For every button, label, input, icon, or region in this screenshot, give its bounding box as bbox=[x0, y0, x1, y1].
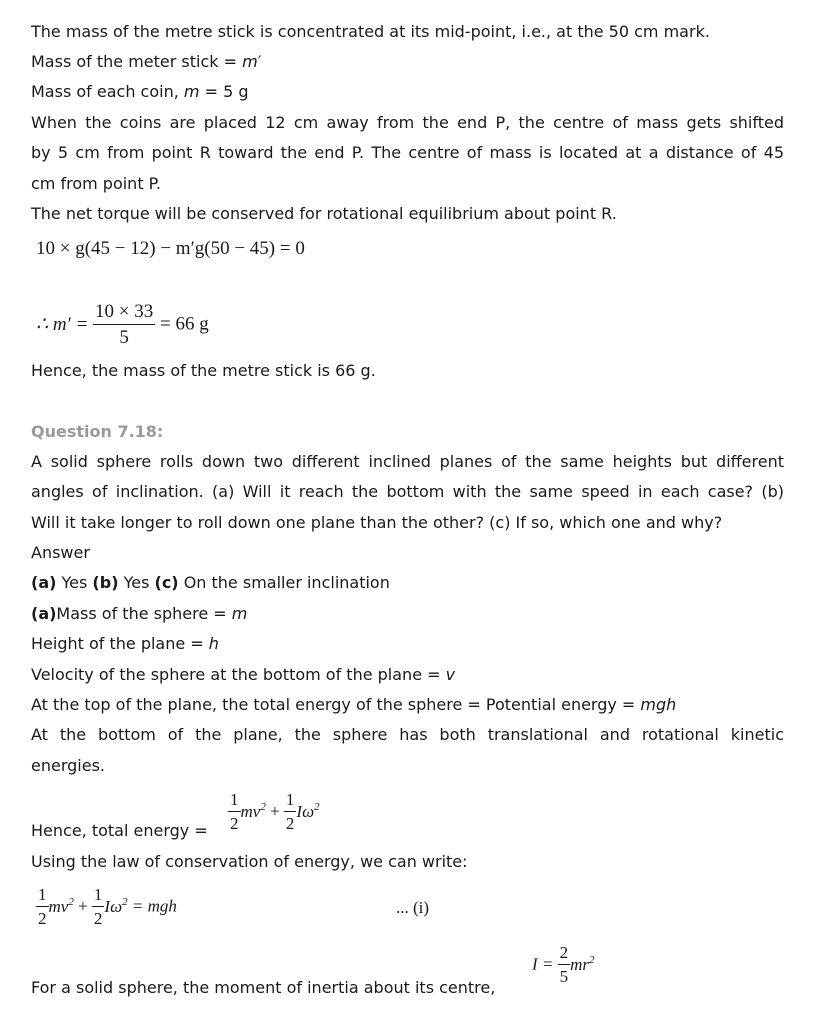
fraction-numerator: 1 bbox=[228, 791, 241, 812]
fraction bbox=[36, 886, 49, 927]
variable: mgh bbox=[640, 695, 677, 714]
fraction-numerator: 1 bbox=[92, 886, 105, 907]
fraction-numerator: 10 × 33 bbox=[93, 302, 155, 325]
variable: h bbox=[208, 634, 219, 653]
text-line: At the bottom of the plane, the sphere has both translational and rotational kinetic bbox=[31, 725, 784, 744]
text-fragment: At the top of the plane, the total energy of the sphere = Potential energy = bbox=[31, 695, 641, 714]
formula-term: $mr^2$ bbox=[570, 953, 595, 974]
text-line: For a solid sphere, the moment of inertia about its centre, bbox=[31, 978, 496, 997]
text-line: Hence, total energy = bbox=[31, 821, 208, 840]
text-line: energies. bbox=[31, 756, 105, 775]
formula-term: $I\omega^2$ bbox=[104, 895, 128, 916]
fraction-denominator: 2 bbox=[93, 909, 103, 928]
answer-tag: (a) bbox=[31, 604, 57, 623]
fraction-numerator: 2 bbox=[558, 944, 571, 965]
fraction-denominator: 5 bbox=[559, 967, 569, 986]
fraction-denominator: 5 bbox=[119, 327, 129, 348]
answer-label: Answer bbox=[31, 543, 90, 562]
variable: m bbox=[231, 604, 248, 623]
equation-label: ... (i) bbox=[396, 898, 430, 917]
text-line: by 5 cm from point R toward the end P. The centre of mass is located at a distance of 45 bbox=[31, 143, 784, 162]
fraction-denominator: 2 bbox=[285, 814, 295, 833]
fraction-denominator: 2 bbox=[38, 909, 47, 928]
formula-term: $mv^2$ bbox=[240, 800, 266, 821]
variable: v bbox=[445, 665, 456, 684]
equation-result: = 66 g bbox=[160, 313, 209, 335]
text-fragment: Yes bbox=[118, 573, 155, 592]
text-line bbox=[31, 634, 219, 654]
text-fragment: Mass of the meter stick = bbox=[31, 52, 243, 71]
text-line bbox=[31, 604, 247, 624]
question-line: Will it take longer to roll down one plane than the other? (c) If so, which one and why? bbox=[31, 513, 723, 532]
fraction-numerator: 1 bbox=[284, 791, 297, 812]
fraction bbox=[92, 886, 105, 927]
formula-lhs: I = bbox=[532, 954, 554, 974]
text-fragment: Mass of each coin, bbox=[31, 82, 184, 101]
question-line: angles of inclination. (a) Will it reach the bottom with the same speed in each case? (b) bbox=[31, 482, 784, 501]
conclusion-text: Hence, the mass of the metre stick is 66 g. bbox=[31, 361, 376, 380]
conservation-equation bbox=[36, 886, 177, 927]
torque-equation: 10 × g(45 − 12) − m′g(50 − 45) = 0 bbox=[36, 238, 305, 259]
inertia-formula bbox=[532, 944, 595, 985]
fraction bbox=[558, 944, 571, 985]
fraction bbox=[284, 791, 297, 832]
mass-equation bbox=[36, 302, 209, 347]
fraction bbox=[228, 791, 241, 832]
formula-rhs: = mgh bbox=[131, 896, 177, 916]
text-line: Using the law of conservation of energy, we can write: bbox=[31, 852, 468, 871]
answer-tag: (a) bbox=[31, 573, 57, 592]
text-line: The net torque will be conserved for rotational equilibrium about point R. bbox=[31, 204, 617, 223]
fraction bbox=[93, 302, 155, 347]
text-line bbox=[31, 52, 261, 72]
variable: m′ bbox=[242, 52, 262, 71]
question-heading: Question 7.18: bbox=[31, 422, 164, 441]
plus-sign: + bbox=[270, 801, 280, 821]
formula-term: $mv^2$ bbox=[48, 895, 74, 916]
question-line: A solid sphere rolls down two different inclined planes of the same heights but different bbox=[31, 452, 784, 471]
short-answer bbox=[31, 573, 390, 593]
text-line: cm from point P. bbox=[31, 174, 161, 193]
fraction-numerator: 1 bbox=[36, 886, 49, 907]
total-energy-formula bbox=[228, 791, 320, 832]
text-fragment: Yes bbox=[56, 573, 93, 592]
text-line bbox=[31, 695, 676, 715]
text-line: When the coins are placed 12 cm away from the end P, the centre of mass gets shifted bbox=[31, 113, 784, 132]
text-fragment: = 5 g bbox=[199, 82, 249, 101]
fraction-denominator: 2 bbox=[230, 814, 239, 833]
text-fragment: Velocity of the sphere at the bottom of the plane = bbox=[31, 665, 446, 684]
variable: m bbox=[183, 82, 200, 101]
text-line bbox=[31, 665, 455, 685]
text-fragment: Mass of the sphere = bbox=[56, 604, 232, 623]
text-fragment: On the smaller inclination bbox=[178, 573, 390, 592]
text-line: The mass of the metre stick is concentrated at its mid-point, i.e., at the 50 cm mark. bbox=[31, 22, 710, 41]
text-fragment: Height of the plane = bbox=[31, 634, 209, 653]
answer-tag: (c) bbox=[154, 573, 179, 592]
equation-prefix: ∴ m′ = bbox=[36, 314, 89, 335]
plus-sign: + bbox=[78, 896, 88, 916]
formula-term: $I\omega^2$ bbox=[296, 800, 320, 821]
text-line bbox=[31, 82, 248, 102]
answer-tag: (b) bbox=[92, 573, 119, 592]
